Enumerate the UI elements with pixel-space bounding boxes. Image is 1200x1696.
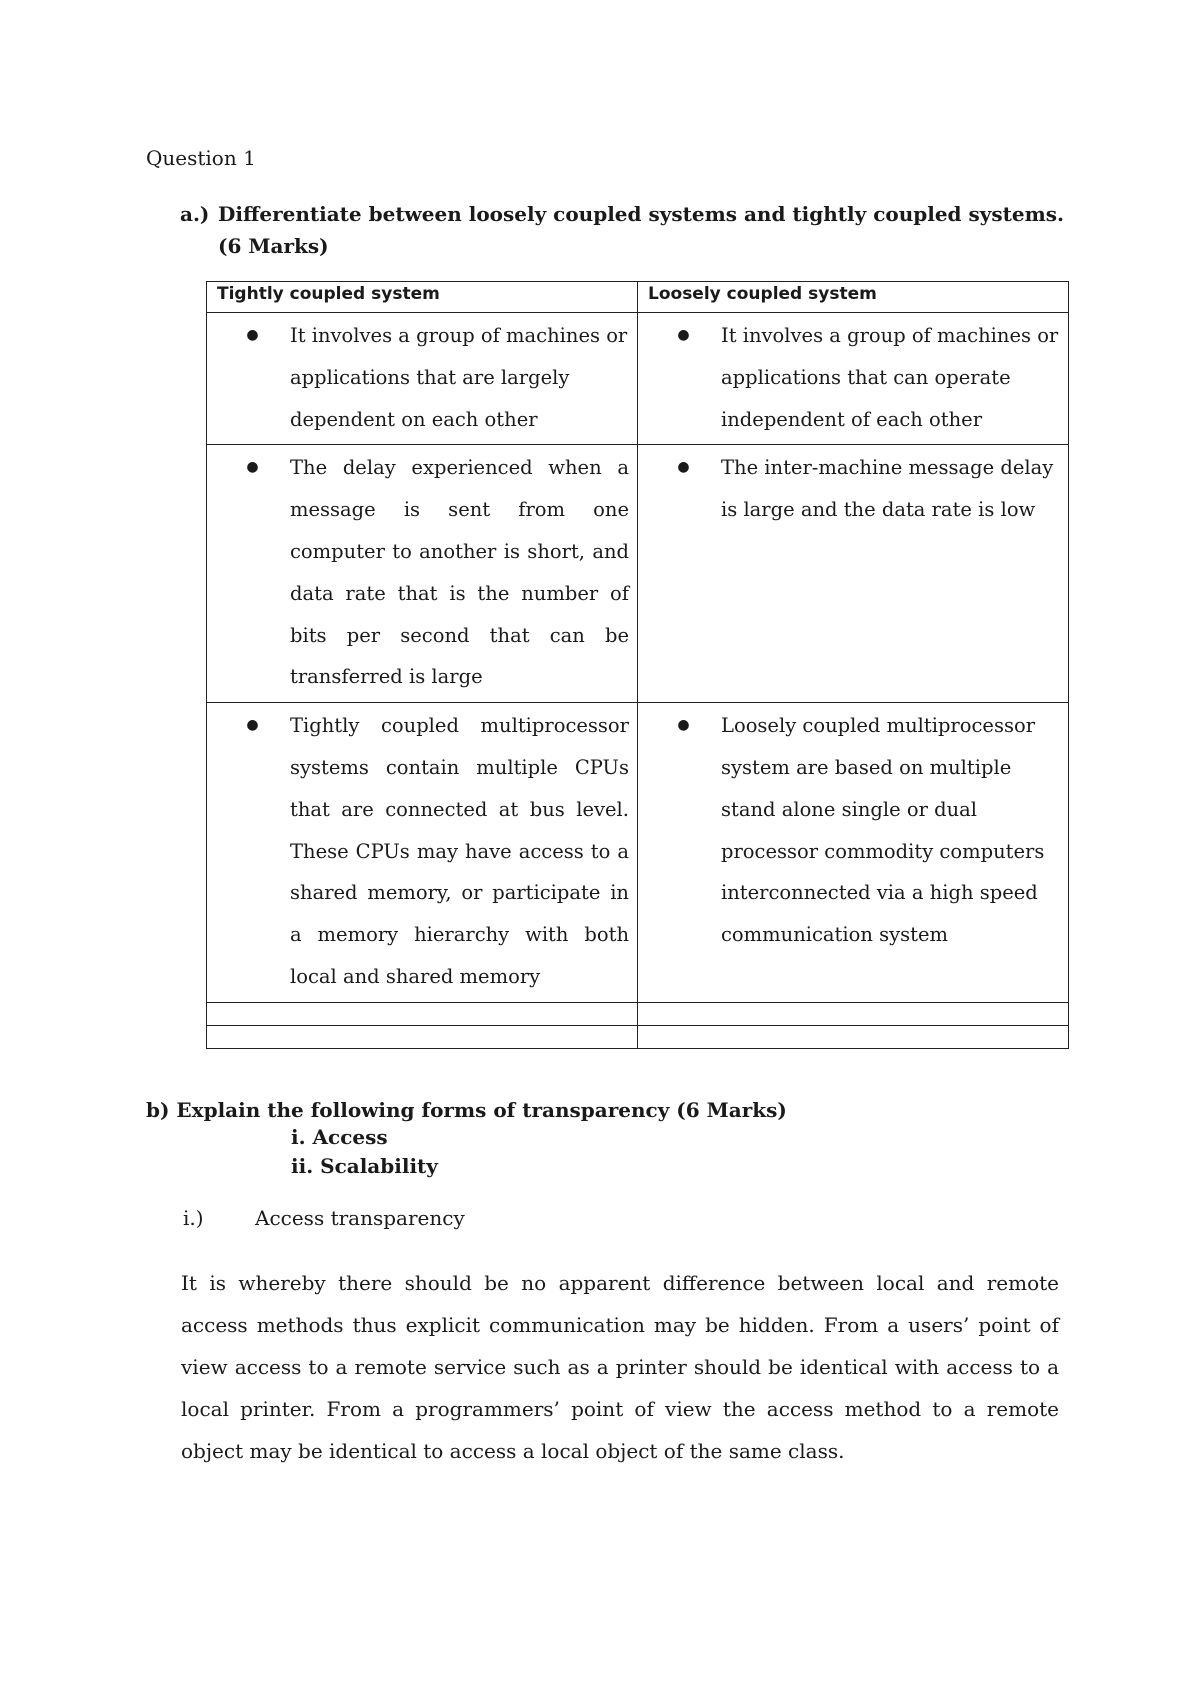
- tight-cell: [207, 703, 638, 1003]
- question-title: Question 1: [146, 146, 256, 170]
- header-loosely-coupled: Loosely coupled system: [638, 282, 1069, 313]
- loose-cell-text: The inter-machine message delay is large and the data rate is low: [721, 456, 1054, 522]
- empty-table-row: [207, 1002, 1069, 1025]
- loose-cell: [638, 313, 1069, 445]
- bullet-icon: ●: [246, 459, 259, 476]
- tight-cell-text: The delay experienced when a message is sent from one computer to another is short, and data rate that is the number of bits per second that can be transferred is large: [290, 456, 629, 689]
- table-header-row: [207, 282, 1069, 313]
- bullet-icon: ●: [677, 717, 690, 734]
- access-transparency-paragraph: It is whereby there should be no apparent difference between local and remote access methods thus explicit communication may be hidden. From a users’ point of view access to a remote service such as a printer should be identical with access to a local printer. From a programmers’ point of view the access method to a remote object may be identical to access a local object of the same class.: [181, 1271, 1059, 1463]
- section-heading-access: [183, 1206, 465, 1230]
- section-number: i.): [183, 1206, 204, 1230]
- part-a-question: [180, 198, 1080, 262]
- empty-cell: [638, 1025, 1069, 1048]
- header-tightly-coupled: Tightly coupled system: [207, 282, 638, 313]
- bullet-icon: ●: [677, 327, 690, 343]
- loose-cell: [638, 703, 1069, 1003]
- bullet-icon: ●: [246, 327, 259, 343]
- table-row: [207, 313, 1069, 445]
- tight-cell: [207, 313, 638, 445]
- tight-cell-text: It involves a group of machines or applications that are largely dependent on each other: [290, 324, 628, 431]
- tight-cell-text: Tightly coupled multiprocessor systems contain multiple CPUs that are connected at bus level. These CPUs may have access to a shared memory, or participate in a memory hierarchy with both local and shared memory: [290, 714, 629, 988]
- empty-cell: [207, 1002, 638, 1025]
- part-b-item-access: i. Access: [291, 1125, 388, 1149]
- part-b-question: b) Explain the following forms of transparency (6 Marks): [146, 1098, 787, 1122]
- loose-cell: [638, 445, 1069, 703]
- part-a-label: a.): [180, 202, 210, 226]
- comparison-table: [206, 281, 1069, 1049]
- table-row: [207, 703, 1069, 1003]
- empty-cell: [638, 1002, 1069, 1025]
- part-a-text: Differentiate between loosely coupled systems and tightly coupled systems. (6 Marks): [218, 202, 1064, 258]
- loose-cell-text: It involves a group of machines or applications that can operate independent of each other: [721, 324, 1059, 431]
- bullet-icon: ●: [677, 459, 690, 476]
- section-heading-text: Access transparency: [255, 1206, 465, 1230]
- empty-table-row: [207, 1025, 1069, 1048]
- part-b-item-scalability: ii. Scalability: [291, 1154, 438, 1178]
- tight-cell: [207, 445, 638, 703]
- bullet-icon: ●: [246, 717, 259, 734]
- empty-cell: [207, 1025, 638, 1048]
- loose-cell-text: Loosely coupled multiprocessor system are based on multiple stand alone single or dual processor commodity computers interconnected via a high speed communication system: [721, 714, 1045, 947]
- table-row: [207, 445, 1069, 703]
